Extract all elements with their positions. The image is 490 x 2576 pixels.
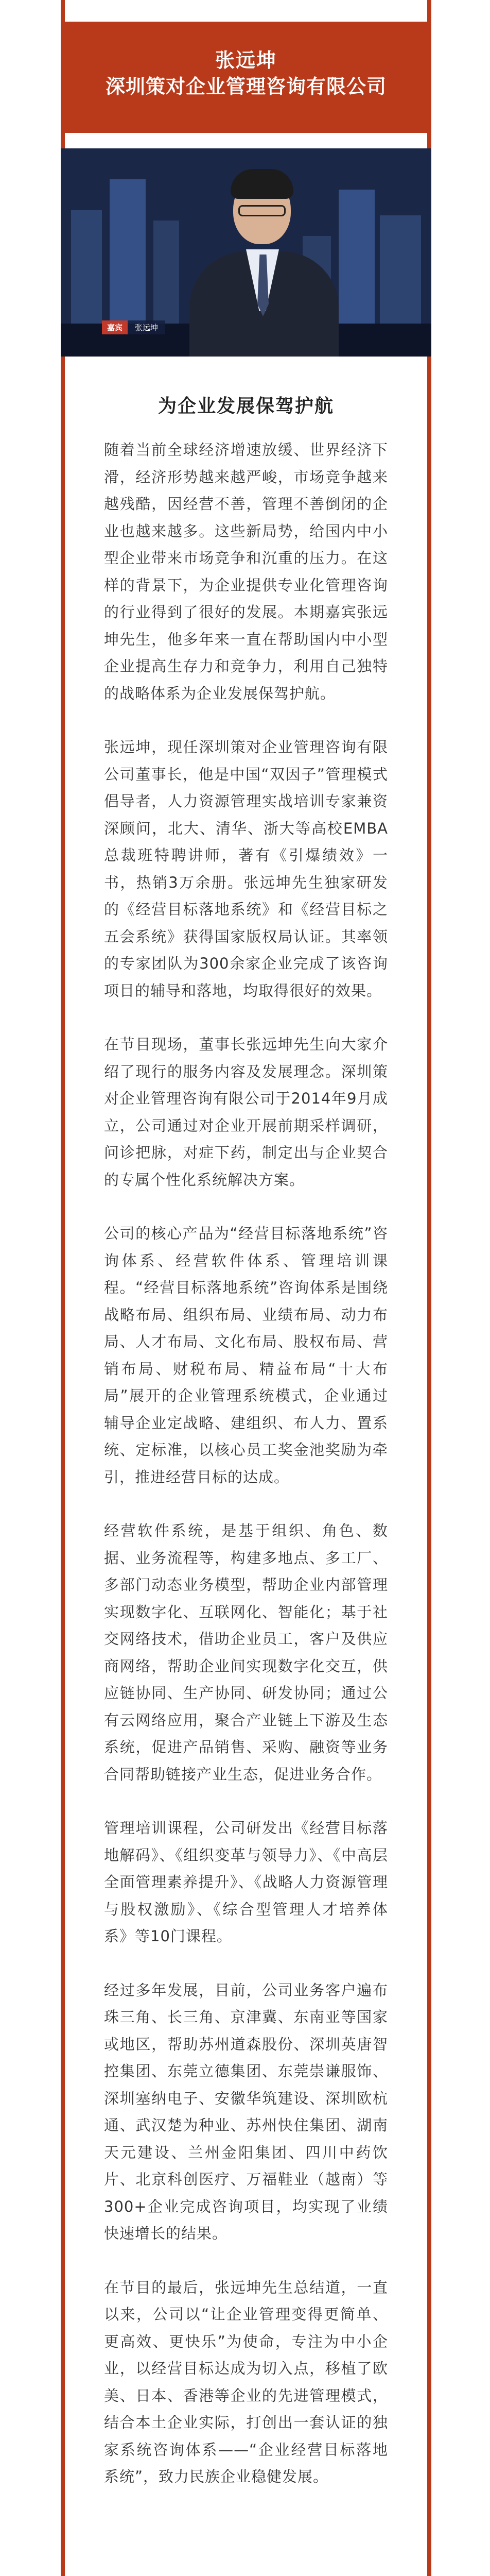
paragraph-company-intro: 在节目现场，董事长张远坤先生向大家介绍了现行的服务内容及发展理念。深圳策对企业管理咨询有限公司于2014年9月成立，公司通过对企业开展前期采样调研，问诊把脉，对症下药，制定出与企业契合的专属个性化系统解决方案。 [104,1036,388,1189]
paragraph-conclusion: 在节目的最后，张远坤先生总结道，一直以来，公司以“让企业管理变得更简单、更高效、更快乐”为使命，专注为中小企业，以经营目标达成为切入点，移植了欧美、日本、香港等企业的先进管理模式，结合本土企业实际，打创出一套认证的独家系统咨询体系——“企业经营目标落地系统”，致力民族企业稳健发展。 [104,2278,388,2485]
article-content [61,392,431,2517]
paragraph-software-system: 经营软件系统，是基于组织、角色、数据、业务流程等，构建多地点、多工厂、多部门动态业务模型，帮助企业内部管理实现数字化、互联网化、智能化；基于社交网络技术，借助企业员工，客户及供应商网络，帮助企业间实现数字化交互，供应链协同、生产协同、研发协同；通过公有云网络应用，聚合产业链上下游及生态系统，促进产品销售、采购、融资等业务合同帮助链接产业生态，促进业务合作。 [104,1522,388,1783]
person-glasses [238,205,286,216]
paragraph-intro: 随着当前全球经济增速放缓、世界经济下滑，经济形势越来越严峻，市场竞争越来越残酷，因经营不善，管理不善倒闭的企业也越来越多。这些新局势，给国内中小型企业带来市场竞争和沉重的压力。在这样的背景下，为企业提供专业化管理咨询的行业得到了很好的发展。本期嘉宾张远坤先生，他多年来一直在帮助国内中小型企业提高生存力和竞争力，利用自己独特的战略体系为企业发展保驾护航。 [104,441,388,702]
lower-third-name: 张远坤 [128,320,165,334]
paragraph-training-courses: 管理培训课程，公司研发出《经营目标落地解码》、《组织变革与领导力》、《中高层全面管理素养提升》、《战略人力资源管理与股权激励》、《综合型管理人才培养体系》等10门课程。 [104,1819,388,1945]
lower-third-tag: 嘉宾 [102,320,128,334]
person-hair [231,169,293,199]
company-name: 深圳策对企业管理咨询有限公司 [105,75,387,98]
article-title: 为企业发展保驾护航 [157,396,334,417]
paragraph-clients: 经过多年发展，目前，公司业务客户遍布珠三角、长三角、京津冀、东南亚等国家或地区，帮助苏州道森股份、深圳英唐智控集团、东莞立德集团、东莞崇谦服饰、深圳塞纳电子、安徽华筑建设、深圳欧杭通、武汉楚为种业、苏州快住集团、湖南天元建设、兰州金阳集团、四川中药饮片、北京科创医疗、万福鞋业（越南）等300+企业完成咨询项目，均实现了业绩快速增长的结果。 [104,1981,388,2242]
header-banner [61,22,431,133]
paragraph-bio: 张远坤，现任深圳策对企业管理咨询有限公司董事长，他是中国“双因子”管理模式倡导者，人力资源管理实战培训专家兼资深顾问，北大、清华、浙大等高校EMBA总裁班特聘讲师，著有《引爆绩效》一书，热销3万余册。张远坤先生独家研发的《经营目标落地系统》和《经营目标之五会系统》获得国家版权局认证。其率领的专家团队为300余家企业完成了该咨询项目的辅导和落地，均取得很好的效果。 [104,738,388,999]
guest-name: 张远坤 [215,49,277,72]
guest-photo [61,148,431,357]
lower-third-caption [102,320,165,334]
paragraph-core-products: 公司的核心产品为“经营目标落地系统”咨询体系、经营软件体系、管理培训课程。“经营目标落地系统”咨询体系是围绕战略布局、组织布局、业绩布局、动力布局、人才布局、文化布局、股权布局、营销布局、财税布局、精益布局“十大布局”展开的企业管理系统模式，企业通过辅导企业定战略、建组织、布人力、置系统、定标准，以核心员工奖金池奖励为牵引，推进经营目标的达成。 [104,1225,388,1486]
